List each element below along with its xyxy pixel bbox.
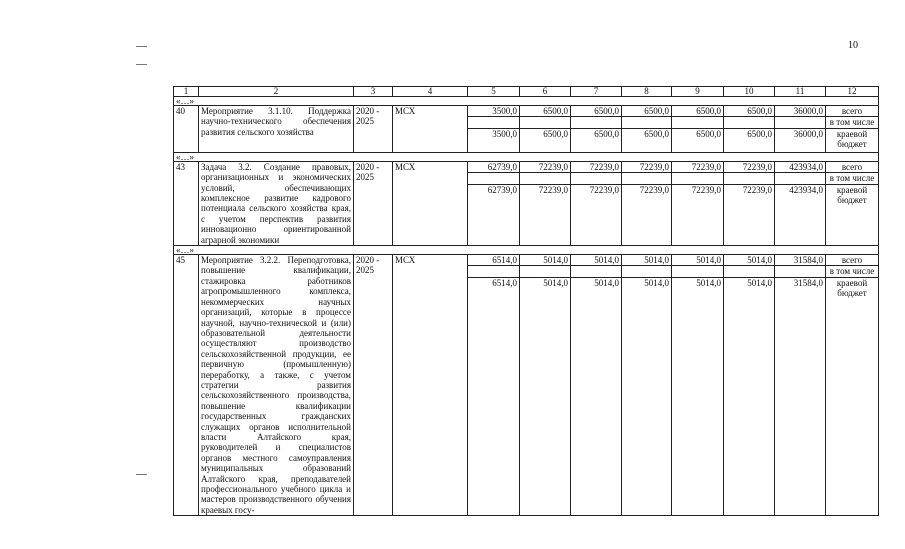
amount-regional: 72239,0 [672, 184, 724, 245]
ellipsis: «…» [174, 152, 879, 161]
header-cell: 2 [199, 87, 354, 97]
measure-text: Мероприятие 3.1.10. Поддержка научно-технического обеспечения развития сельского хозяйства [199, 106, 354, 153]
amount-regional: 6500,0 [571, 128, 622, 152]
amount-regional: 31584,0 [775, 277, 826, 515]
amount-regional: 6500,0 [724, 128, 775, 152]
header-cell: 3 [354, 87, 393, 97]
amount-total: 72239,0 [571, 161, 622, 172]
amount-regional: 423934,0 [775, 184, 826, 245]
header-cell: 1 [174, 87, 199, 97]
amount-regional: 72239,0 [571, 184, 622, 245]
amount-total: 5014,0 [622, 255, 672, 266]
program-table [173, 86, 879, 516]
header-cell: 7 [571, 87, 622, 97]
period: 2020 - 2025 [354, 161, 393, 245]
amount-total: 5014,0 [571, 255, 622, 266]
executor: МСХ [393, 106, 468, 153]
amount-total: 6514,0 [468, 255, 520, 266]
amount-total: 72239,0 [672, 161, 724, 172]
header-cell: 12 [826, 87, 879, 97]
amount-regional: 72239,0 [520, 184, 571, 245]
amount-regional: 5014,0 [571, 277, 622, 515]
amount-total: 72239,0 [520, 161, 571, 172]
header-cell: 11 [775, 87, 826, 97]
amount-regional: 6500,0 [672, 128, 724, 152]
amount-total: 31584,0 [775, 255, 826, 266]
ellipsis-row [174, 246, 879, 255]
amount-regional: 5014,0 [520, 277, 571, 515]
amount-total: 3500,0 [468, 106, 520, 117]
amount-total: 6500,0 [571, 106, 622, 117]
source-regional: краевой бюджет [826, 184, 879, 245]
amount-total: 62739,0 [468, 161, 520, 172]
amount-total: 5014,0 [672, 255, 724, 266]
source-regional: краевой бюджет [826, 277, 879, 515]
amount-total: 6500,0 [724, 106, 775, 117]
amount-total: 72239,0 [724, 161, 775, 172]
amount-regional: 6500,0 [622, 128, 672, 152]
row-number: 43 [174, 161, 199, 245]
source-regional: краевой бюджет [826, 128, 879, 152]
amount-total: 5014,0 [724, 255, 775, 266]
measure-text: Мероприятие 3.2.2. Переподготовка, повышение квалификации, стажировка работников агропромышленного комплекса, некоммерческих научных организаций, которые в процессе научной, научно-технической и (или) образовательной деятельности осуществляют производство сельскохозяйственной продукции, ее первичную (промышленную) переработку, а также, с учетом стратегии развития сельскохозяйственного производства, повышение квалификации государственных гражданских служащих органов исполнительной власти Алтайского края, руководителей и специалистов органов местного самоуправления муниципальных образований Алтайского края, преподавателей профессионального учебного цикла и мастеров производственного обучения краевых госу- [199, 255, 354, 516]
header-cell: 5 [468, 87, 520, 97]
margin-mark [136, 474, 147, 475]
ellipsis: «…» [174, 246, 879, 255]
header-cell: 4 [393, 87, 468, 97]
amount-regional: 36000,0 [775, 128, 826, 152]
source-including: в том числе [826, 173, 879, 184]
source-total: всего [826, 106, 879, 117]
header-cell: 10 [724, 87, 775, 97]
amount-total: 6500,0 [520, 106, 571, 117]
amount-regional: 6514,0 [468, 277, 520, 515]
amount-regional: 72239,0 [724, 184, 775, 245]
source-total: всего [826, 161, 879, 172]
source-including: в том числе [826, 117, 879, 128]
table-row [174, 106, 879, 117]
amount-regional: 72239,0 [622, 184, 672, 245]
amount-total: 72239,0 [622, 161, 672, 172]
amount-regional: 6500,0 [520, 128, 571, 152]
header-cell: 8 [622, 87, 672, 97]
amount-total: 6500,0 [672, 106, 724, 117]
header-cell: 6 [520, 87, 571, 97]
period: 2020 - 2025 [354, 255, 393, 516]
period: 2020 - 2025 [354, 106, 393, 153]
row-number: 45 [174, 255, 199, 516]
ellipsis-row [174, 97, 879, 106]
executor: МСХ [393, 161, 468, 245]
executor: МСХ [393, 255, 468, 516]
table-row [174, 255, 879, 266]
amount-total: 5014,0 [520, 255, 571, 266]
amount-total: 36000,0 [775, 106, 826, 117]
amount-total: 6500,0 [622, 106, 672, 117]
table-row [174, 161, 879, 172]
ellipsis-row [174, 152, 879, 161]
amount-regional: 62739,0 [468, 184, 520, 245]
page-number: 10 [848, 40, 858, 51]
amount-total: 423934,0 [775, 161, 826, 172]
source-total: всего [826, 255, 879, 266]
measure-text: Задача 3.2. Создание правовых, организационных и экономических условий, обеспечивающих комплексное развитие кадрового потенциала сельского хозяйства края, с учетом перспектив развития инновационно ориентированной аграрной экономики [199, 161, 354, 245]
margin-mark [136, 46, 147, 47]
ellipsis: «…» [174, 97, 879, 106]
header-cell: 9 [672, 87, 724, 97]
amount-regional: 5014,0 [724, 277, 775, 515]
header-row [174, 87, 879, 97]
row-number: 40 [174, 106, 199, 153]
source-including: в том числе [826, 266, 879, 277]
amount-regional: 5014,0 [622, 277, 672, 515]
amount-regional: 5014,0 [672, 277, 724, 515]
margin-mark [136, 64, 147, 65]
amount-regional: 3500,0 [468, 128, 520, 152]
